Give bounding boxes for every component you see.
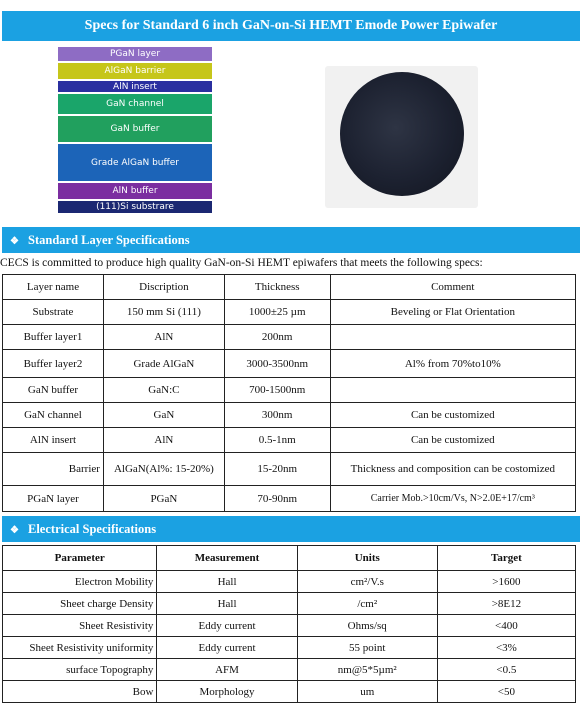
table-cell: GaN buffer	[3, 378, 104, 403]
table-cell	[330, 378, 575, 403]
column-header: Layer name	[3, 275, 104, 300]
table-cell: 200nm	[224, 325, 330, 350]
table-cell: Barrier	[3, 453, 104, 486]
table-row	[3, 428, 576, 453]
table-cell: surface Topography	[3, 659, 157, 681]
table-row	[3, 681, 576, 703]
table-cell: Thickness and composition can be costomized	[330, 453, 575, 486]
table-cell: um	[297, 681, 437, 703]
table-cell: Eddy current	[157, 637, 297, 659]
table-cell: Buffer layer1	[3, 325, 104, 350]
stack-layer: AlGaN barrier	[58, 63, 212, 79]
table-row	[3, 615, 576, 637]
table-cell	[330, 325, 575, 350]
table-cell: Electron Mobility	[3, 571, 157, 593]
table-row	[3, 300, 576, 325]
layer-spec-title: Standard Layer Specifications	[28, 233, 190, 247]
electrical-spec-title: Electrical Specifications	[28, 522, 157, 536]
table-row	[3, 637, 576, 659]
table-cell: /cm²	[297, 593, 437, 615]
stack-layer: Grade AlGaN buffer	[58, 144, 212, 181]
table-cell: AlGaN(Al%: 15-20%)	[103, 453, 224, 486]
table-cell: 300nm	[224, 403, 330, 428]
layer-spec-table	[2, 274, 576, 512]
table-cell: 55 point	[297, 637, 437, 659]
table-row	[3, 350, 576, 378]
table-row	[3, 403, 576, 428]
table-cell: Buffer layer2	[3, 350, 104, 378]
table-cell: Can be customized	[330, 403, 575, 428]
table-cell: GaN:C	[103, 378, 224, 403]
table-cell: 150 mm Si (111)	[103, 300, 224, 325]
table-cell: AlN	[103, 325, 224, 350]
table-cell: AlN	[103, 428, 224, 453]
table-cell: <50	[437, 681, 575, 703]
table-cell: 1000±25 µm	[224, 300, 330, 325]
table-cell: >8E12	[437, 593, 575, 615]
table-row	[3, 593, 576, 615]
table-cell: >1600	[437, 571, 575, 593]
table-cell: Can be customized	[330, 428, 575, 453]
table-cell: Hall	[157, 593, 297, 615]
table-cell: Sheet charge Density	[3, 593, 157, 615]
table-cell: PGaN	[103, 486, 224, 512]
stack-layer: PGaN layer	[58, 47, 212, 61]
stack-layer: AlN insert	[58, 81, 212, 92]
table-cell: AFM	[157, 659, 297, 681]
table-cell: Bow	[3, 681, 157, 703]
table-cell: cm²/V.s	[297, 571, 437, 593]
table-row	[3, 659, 576, 681]
table-cell: Substrate	[3, 300, 104, 325]
table-cell: <400	[437, 615, 575, 637]
table-cell: AlN insert	[3, 428, 104, 453]
table-cell: Al% from 70%to10%	[330, 350, 575, 378]
table-cell: <3%	[437, 637, 575, 659]
intro-text: CECS is committed to produce high quality GaN-on-Si HEMT epiwafers that meets the following specs:	[0, 257, 483, 269]
table-cell: 70-90nm	[224, 486, 330, 512]
table-row	[3, 486, 576, 512]
table-cell: Sheet Resistivity uniformity	[3, 637, 157, 659]
table-cell: Beveling or Flat Orientation	[330, 300, 575, 325]
column-header: Comment	[330, 275, 575, 300]
table-row	[3, 325, 576, 350]
stack-layer: AlN buffer	[58, 183, 212, 199]
column-header: Units	[297, 546, 437, 571]
table-row	[3, 571, 576, 593]
table-row	[3, 378, 576, 403]
table-cell: PGaN layer	[3, 486, 104, 512]
wafer-image	[340, 72, 464, 196]
diamond-icon: ❖	[10, 525, 19, 536]
table-cell: Eddy current	[157, 615, 297, 637]
table-cell: Morphology	[157, 681, 297, 703]
table-cell: 0.5-1nm	[224, 428, 330, 453]
table-cell: nm@5*5µm²	[297, 659, 437, 681]
stack-layer: GaN channel	[58, 94, 212, 114]
table-cell: Hall	[157, 571, 297, 593]
table-cell: <0.5	[437, 659, 575, 681]
column-header: Thickness	[224, 275, 330, 300]
stack-layer: (111)Si substrare	[58, 201, 212, 213]
table-cell: Sheet Resistivity	[3, 615, 157, 637]
stack-layer: GaN buffer	[58, 116, 212, 142]
table-cell: 3000-3500nm	[224, 350, 330, 378]
table-row	[3, 453, 576, 486]
layer-spec-header	[2, 227, 580, 253]
wafer-photo	[325, 66, 478, 208]
electrical-spec-table	[2, 545, 576, 703]
table-cell: 700-1500nm	[224, 378, 330, 403]
table-cell: GaN	[103, 403, 224, 428]
table-cell: Grade AlGaN	[103, 350, 224, 378]
column-header: Discription	[103, 275, 224, 300]
electrical-spec-header	[2, 516, 580, 542]
table-cell: 15-20nm	[224, 453, 330, 486]
diamond-icon: ❖	[10, 236, 19, 247]
page-title: Specs for Standard 6 inch GaN-on-Si HEMT Emode Power Epiwafer	[2, 11, 580, 41]
table-cell: Ohms/sq	[297, 615, 437, 637]
table-cell: GaN channel	[3, 403, 104, 428]
column-header: Measurement	[157, 546, 297, 571]
column-header: Target	[437, 546, 575, 571]
column-header: Parameter	[3, 546, 157, 571]
layer-stack-diagram	[58, 47, 212, 215]
table-cell: Carrier Mob.>10cm/Vs, N>2.0E+17/cm³	[330, 486, 575, 512]
